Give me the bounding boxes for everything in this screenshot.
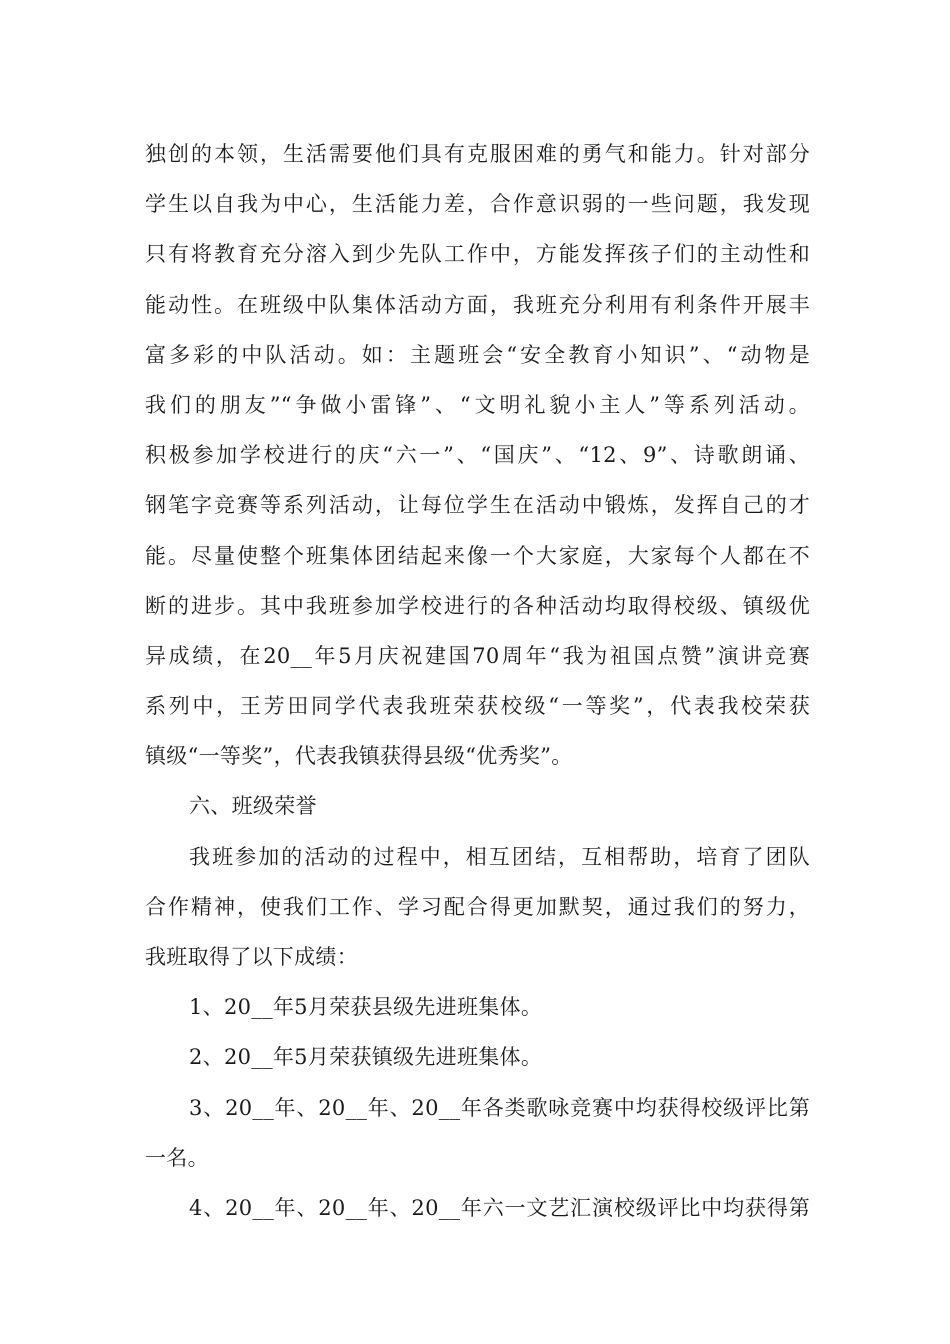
- text-line: 六、班级荣誉: [189, 794, 317, 819]
- text-line: 我班参加的活动的过程中，相互团结，互相帮助，培育了团队: [189, 844, 810, 869]
- text-line: 能动性。在班级中队集体活动方面，我班充分利用有利条件开展丰: [145, 292, 810, 317]
- text-line: 1、20__年5月荣获县级先进班集体。: [189, 995, 543, 1020]
- text-line: 我们的朋友”“争做小雷锋”、“文明礼貌小主人”等系列活动。: [145, 392, 810, 417]
- text-line: 断的进步。其中我班参加学校进行的各种活动均取得校级、镇级优: [145, 593, 810, 618]
- text-line: 积极参加学校进行的庆“六一”、“国庆”、“12、9”、诗歌朗诵、: [145, 443, 810, 468]
- text-line: 3、20__年、20__年、20__年各类歌咏竞赛中均获得校级评比第: [189, 1095, 810, 1120]
- text-line: 4、20__年、20__年、20__年六一文艺汇演校级评比中均获得第: [189, 1195, 810, 1220]
- text-line: 2、20__年5月荣获镇级先进班集体。: [189, 1045, 543, 1070]
- text-line: 钢笔字竞赛等系列活动，让每位学生在活动中锻炼，发挥自己的才: [145, 493, 810, 518]
- body-text: [145, 129, 810, 1233]
- text-line: 一名。: [145, 1145, 209, 1170]
- text-line: 只有将教育充分溶入到少先队工作中，方能发挥孩子们的主动性和: [145, 242, 810, 267]
- text-line: 学生以自我为中心，生活能力差，合作意识弱的一些问题，我发现: [145, 192, 810, 217]
- text-line: 合作精神，使我们工作、学习配合得更加默契，通过我们的努力，: [145, 894, 810, 919]
- text-line: 异成绩，在20__年5月庆祝建国70周年“我为祖国点赞”演讲竞赛: [145, 643, 810, 668]
- text-line: 独创的本领，生活需要他们具有克服困难的勇气和能力。针对部分: [145, 142, 810, 166]
- text-line: 系列中，王芳田同学代表我班荣获校级“一等奖”，代表我校荣获: [145, 694, 810, 719]
- text-line: 能。尽量使整个班集体团结起来像一个大家庭，大家每个人都在不: [145, 543, 810, 568]
- text-line: 镇级“一等奖”，代表我镇获得县级“优秀奖”。: [145, 744, 573, 769]
- text-line: 我班取得了以下成绩：: [145, 945, 358, 969]
- text-line: 富多彩的中队活动。如：主题班会“安全教育小知识”、“动物是: [145, 342, 810, 367]
